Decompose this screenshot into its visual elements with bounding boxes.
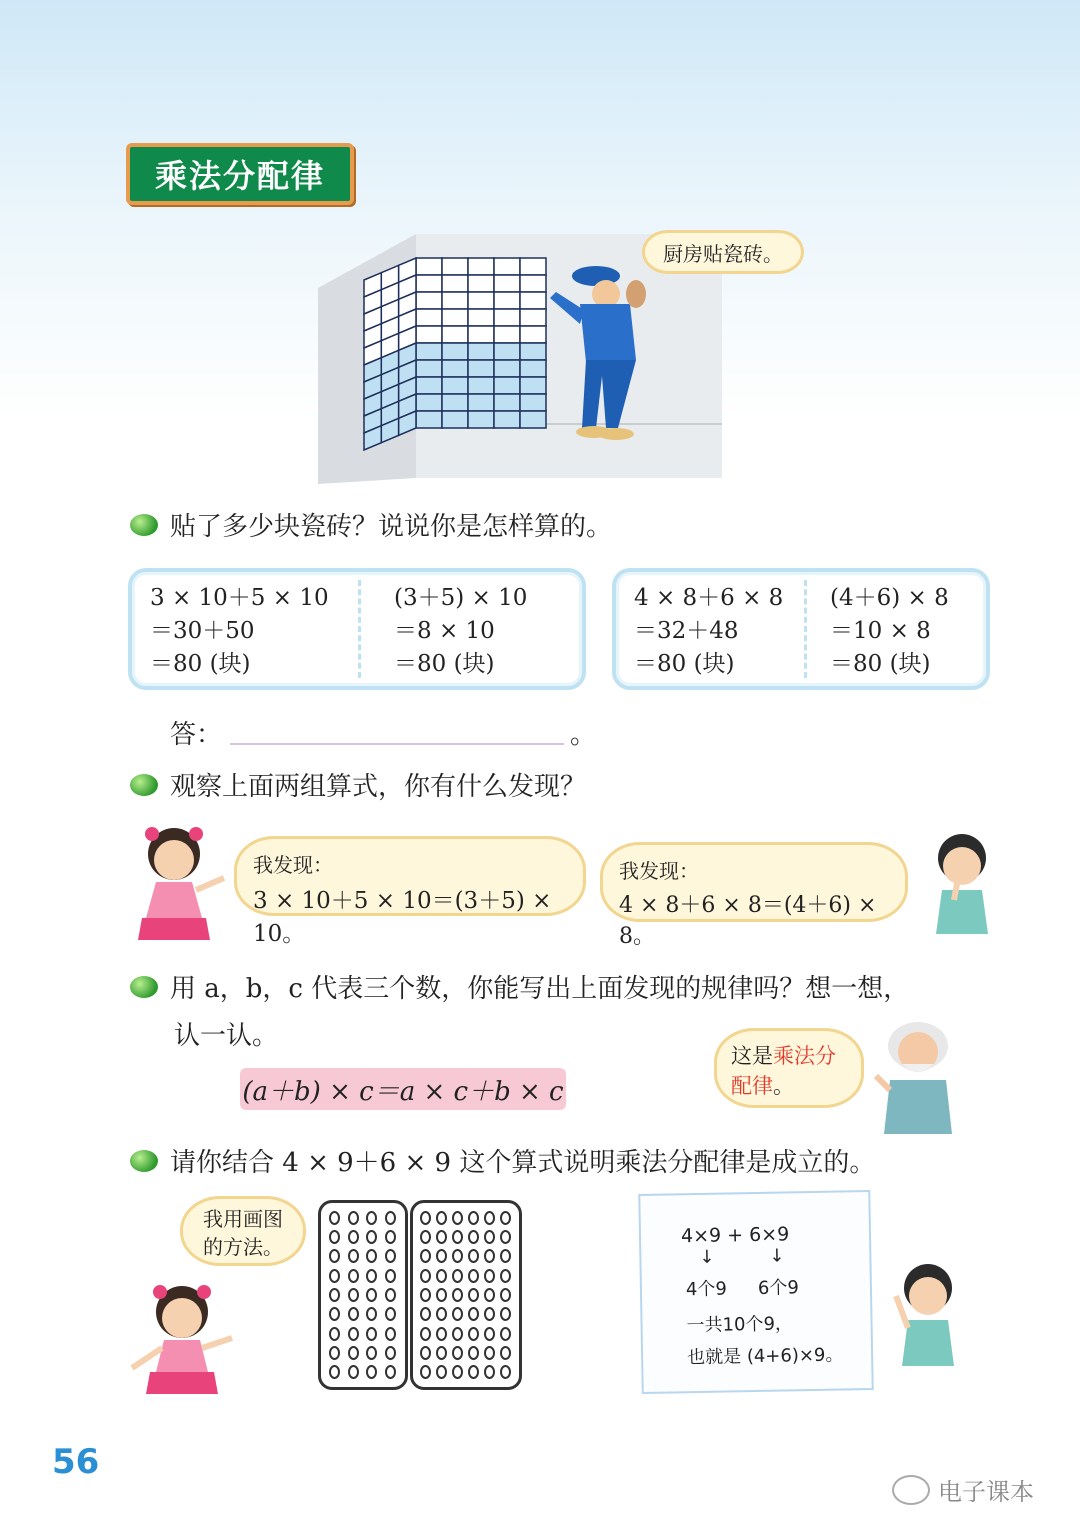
tile: [468, 275, 494, 292]
tile: [494, 292, 520, 309]
dot: [500, 1327, 511, 1341]
dot: [329, 1211, 340, 1225]
finding-right-bubble: [600, 842, 908, 949]
finding-right-label: 我发现：: [619, 859, 699, 883]
calc-line: (3＋5) × 10: [394, 585, 528, 611]
tile: [520, 326, 546, 343]
dot: [452, 1327, 463, 1341]
paper-result: 也就是 (4+6)×9。: [686, 1344, 844, 1369]
tile: [520, 343, 546, 360]
tile: [520, 292, 546, 309]
dot: [452, 1269, 463, 1283]
calc-line: ＝80 (块): [394, 651, 495, 677]
tile: [520, 411, 546, 428]
dot: [500, 1211, 511, 1225]
dot: [436, 1288, 447, 1302]
chat-logo-icon: [892, 1475, 930, 1505]
distributive-formula: [240, 1068, 566, 1110]
dot: [452, 1211, 463, 1225]
dot: [436, 1307, 447, 1321]
calc-line: ＝80 (块): [830, 651, 931, 677]
dot: [468, 1346, 479, 1360]
tile: [520, 258, 546, 275]
dot: [385, 1230, 396, 1244]
paper-right-group: 6个9: [757, 1277, 800, 1299]
calc-group-1: [128, 568, 586, 690]
dot: [420, 1249, 431, 1263]
question-1: [130, 506, 612, 543]
tile: [468, 258, 494, 275]
calc-group-2: [612, 568, 990, 690]
dot: [500, 1249, 511, 1263]
dot: [366, 1307, 377, 1321]
tile: [416, 292, 442, 309]
tile: [494, 377, 520, 394]
calc-group-1-left: [150, 582, 329, 681]
teacher-speech-highlight: 乘法分配律: [731, 1044, 836, 1098]
watermark: [892, 1472, 1034, 1507]
tile: [442, 343, 468, 360]
dot: [468, 1249, 479, 1263]
tile: [442, 326, 468, 343]
tile: [442, 360, 468, 377]
dot: [348, 1307, 359, 1321]
dot: [420, 1307, 431, 1321]
paper-arrow-right: ↓: [769, 1245, 785, 1267]
calc-group-2-right: [830, 582, 949, 681]
calc-divider: [804, 580, 807, 678]
dot: [329, 1230, 340, 1244]
dot: [484, 1288, 495, 1302]
dot: [366, 1365, 377, 1379]
tile: [494, 309, 520, 326]
dot: [436, 1365, 447, 1379]
dot: [385, 1346, 396, 1360]
tile: [416, 258, 442, 275]
dot: [484, 1211, 495, 1225]
worker-speech-text: 厨房贴瓷砖。: [663, 241, 783, 266]
teacher-speech-prefix: 这是: [731, 1044, 773, 1068]
tile: [468, 292, 494, 309]
calc-line: ＝80 (块): [150, 651, 251, 677]
girl-speech-bubble: [180, 1196, 306, 1266]
dot: [348, 1211, 359, 1225]
tile: [468, 343, 494, 360]
dot: [468, 1288, 479, 1302]
dot: [468, 1211, 479, 1225]
dot: [366, 1269, 377, 1283]
dot: [420, 1230, 431, 1244]
dot: [366, 1327, 377, 1341]
dot: [468, 1365, 479, 1379]
tile: [468, 377, 494, 394]
tile: [520, 394, 546, 411]
question-2-text: 观察上面两组算式，你有什么发现？: [170, 772, 587, 802]
calc-line: ＝30＋50: [150, 618, 255, 644]
dot: [348, 1230, 359, 1244]
paper-total: 一共10个9，: [686, 1313, 794, 1337]
tile: [416, 377, 442, 394]
green-bullet-icon: [130, 976, 158, 998]
tile: [494, 326, 520, 343]
answer-row: [170, 714, 596, 751]
question-3-line2: 认一认。: [174, 1021, 279, 1051]
dot: [484, 1230, 495, 1244]
dot: [366, 1288, 377, 1302]
dot: [385, 1288, 396, 1302]
finding-left-label: 我发现：: [253, 853, 333, 877]
dot: [348, 1346, 359, 1360]
dot: [452, 1365, 463, 1379]
dot: [436, 1346, 447, 1360]
calc-group-2-left: [634, 582, 783, 681]
dot: [329, 1327, 340, 1341]
answer-end: 。: [570, 720, 597, 750]
girl-avatar-2: [128, 1278, 234, 1400]
dot: [329, 1249, 340, 1263]
green-bullet-icon: [130, 514, 158, 536]
page-number: 56: [52, 1442, 100, 1482]
tile: [520, 309, 546, 326]
dot: [385, 1307, 396, 1321]
girl-speech-line2: 的方法。: [203, 1235, 283, 1259]
dot: [484, 1346, 495, 1360]
dot: [420, 1346, 431, 1360]
dot: [500, 1307, 511, 1321]
dot: [500, 1230, 511, 1244]
dot: [329, 1269, 340, 1283]
tile: [520, 360, 546, 377]
dot: [500, 1269, 511, 1283]
question-4: [130, 1142, 875, 1179]
dot: [366, 1230, 377, 1244]
dot: [420, 1327, 431, 1341]
calc-line: (4＋6) × 8: [830, 585, 949, 611]
green-bullet-icon: [130, 1150, 158, 1172]
dot: [385, 1249, 396, 1263]
dot: [436, 1269, 447, 1283]
paper-arrow-left: ↓: [699, 1246, 715, 1268]
lesson-title: 乘法分配律: [126, 143, 354, 205]
dot: [484, 1269, 495, 1283]
paper-left-group: 4个9: [685, 1278, 728, 1301]
dot: [452, 1307, 463, 1321]
tile: [494, 360, 520, 377]
worker-speech-bubble: [642, 230, 804, 274]
tile: [494, 394, 520, 411]
tile: [468, 394, 494, 411]
answer-label: 答：: [170, 720, 223, 750]
dot: [452, 1288, 463, 1302]
finding-left-bubble: [234, 836, 586, 947]
dot: [385, 1211, 396, 1225]
dot: [436, 1327, 447, 1341]
dot: [452, 1230, 463, 1244]
girl-speech-line1: 我用画图: [203, 1207, 283, 1231]
tile: [442, 275, 468, 292]
tile: [468, 309, 494, 326]
question-2: [130, 766, 586, 803]
tile: [416, 275, 442, 292]
calc-line: ＝32＋48: [634, 618, 739, 644]
dot: [420, 1211, 431, 1225]
tile: [468, 360, 494, 377]
dot: [500, 1346, 511, 1360]
paper-expression: 4×9 + 6×9: [680, 1223, 790, 1248]
dot: [348, 1327, 359, 1341]
boy-avatar: [922, 826, 1002, 936]
dot: [436, 1230, 447, 1244]
answer-input-line[interactable]: [230, 743, 564, 745]
teacher-speech-bubble: [714, 1028, 864, 1108]
tile: [494, 411, 520, 428]
tile: [416, 309, 442, 326]
finding-left-equation: 3 × 10＋5 × 10＝(3＋5) × 10。: [253, 888, 552, 947]
dot: [484, 1249, 495, 1263]
dot: [366, 1346, 377, 1360]
tile: [494, 343, 520, 360]
tile: [416, 394, 442, 411]
tile: [442, 377, 468, 394]
tile: [520, 275, 546, 292]
dot: [385, 1327, 396, 1341]
dot: [500, 1365, 511, 1379]
dot: [420, 1288, 431, 1302]
girl-avatar: [130, 820, 230, 950]
tile: [442, 309, 468, 326]
green-bullet-icon: [130, 774, 158, 796]
tile: [416, 411, 442, 428]
calc-line: ＝8 × 10: [394, 618, 495, 644]
question-3-line1: 用 a，b，c 代表三个数，你能写出上面发现的规律吗？想一想，: [170, 974, 910, 1004]
calc-line: 3 × 10＋5 × 10: [150, 585, 329, 611]
dot: [468, 1269, 479, 1283]
note-paper: [638, 1190, 873, 1394]
dot: [420, 1365, 431, 1379]
boy-avatar-2: [884, 1256, 964, 1376]
dot: [468, 1327, 479, 1341]
tile: [442, 411, 468, 428]
dot: [348, 1249, 359, 1263]
calc-line: ＝80 (块): [634, 651, 735, 677]
dot: [366, 1249, 377, 1263]
dot: [484, 1365, 495, 1379]
dot: [366, 1211, 377, 1225]
dot: [436, 1211, 447, 1225]
tile: [494, 258, 520, 275]
dot-array-6-by-9: [410, 1200, 522, 1390]
dot: [420, 1269, 431, 1283]
dot: [348, 1269, 359, 1283]
formula-text: (a＋b) × c＝a × c＋b × c: [242, 1076, 564, 1107]
calc-line: 4 × 8＋6 × 8: [634, 585, 784, 611]
tile: [442, 394, 468, 411]
question-4-text: 请你结合 4 × 9＋6 × 9 这个算式说明乘法分配律是成立的。: [170, 1148, 876, 1178]
question-1-text: 贴了多少块瓷砖？说说你是怎样算的。: [170, 512, 613, 542]
tile: [442, 292, 468, 309]
dot: [329, 1346, 340, 1360]
dot: [348, 1365, 359, 1379]
teacher-speech-suffix: 。: [773, 1074, 794, 1098]
tile: [416, 343, 442, 360]
tile: [494, 275, 520, 292]
dot: [452, 1346, 463, 1360]
tile: [520, 377, 546, 394]
dot: [484, 1307, 495, 1321]
calc-group-1-right: [394, 582, 527, 681]
tile: [468, 326, 494, 343]
dot-array-4-by-9: [318, 1200, 408, 1390]
dot: [436, 1249, 447, 1263]
tile: [416, 360, 442, 377]
dot: [329, 1288, 340, 1302]
dot: [329, 1307, 340, 1321]
calc-divider: [358, 580, 361, 678]
dot: [329, 1365, 340, 1379]
dot: [468, 1307, 479, 1321]
tile: [442, 258, 468, 275]
dot: [348, 1288, 359, 1302]
dot: [500, 1288, 511, 1302]
dot: [385, 1365, 396, 1379]
dot: [468, 1230, 479, 1244]
calc-line: ＝10 × 8: [830, 618, 931, 644]
tile: [468, 411, 494, 428]
watermark-text: 电子课本: [938, 1478, 1034, 1506]
tile: [416, 326, 442, 343]
dot: [452, 1249, 463, 1263]
finding-right-equation: 4 × 8＋6 × 8＝(4＋6) × 8。: [619, 893, 877, 949]
dot: [385, 1269, 396, 1283]
dot: [484, 1327, 495, 1341]
teacher-avatar: [872, 1012, 962, 1134]
